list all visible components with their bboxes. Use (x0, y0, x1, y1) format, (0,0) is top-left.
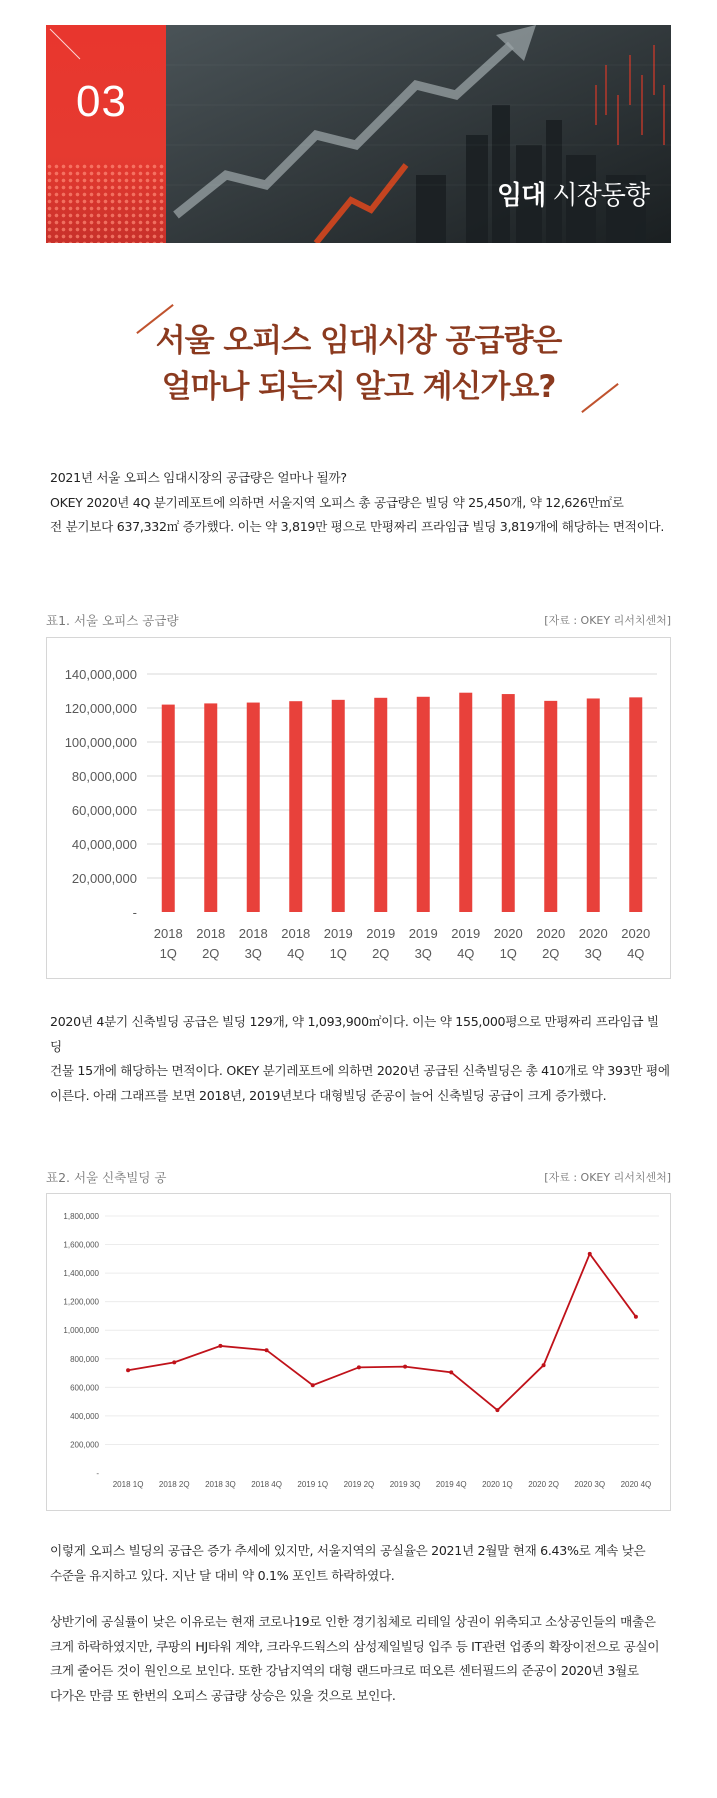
y-tick-label: 1,200,000 (63, 1297, 99, 1307)
banner-title-bold: 임대 (497, 181, 546, 211)
x-tick-label-quarter: 4Q (457, 946, 475, 961)
x-tick-label-quarter: 3Q (584, 946, 602, 961)
intro-line-2: OKEY 2020년 4Q 분기레포트에 의하면 서울지역 오피스 총 공급량은 빌딩 약 25,450개, 약 12,626만㎡로 (50, 494, 624, 510)
section-banner (46, 25, 671, 243)
headline (0, 318, 717, 410)
bar (417, 697, 430, 912)
y-tick-label: 1,600,000 (63, 1240, 99, 1250)
y-tick-label: 200,000 (70, 1440, 99, 1450)
data-point (357, 1365, 361, 1369)
y-tick-label: 60,000,000 (71, 803, 137, 818)
y-tick-label: 100,000,000 (64, 735, 137, 750)
new-building-line-chart-svg (47, 1194, 670, 1510)
x-tick-label: 2019 2Q (343, 1480, 375, 1489)
x-tick-label-quarter: 4Q (287, 946, 305, 961)
x-tick-label: 2018 1Q (112, 1480, 144, 1489)
x-tick-label: 2019 4Q (435, 1480, 467, 1489)
x-tick-label-quarter: 3Q (244, 946, 262, 961)
x-tick-label-quarter: 3Q (414, 946, 432, 961)
data-point (311, 1383, 315, 1387)
para4-line-1: 상반기에 공실률이 낮은 이유로는 현재 코로나19로 인한 경기침체로 리테일 상권이 위축되고 소상공인들의 매출은 (50, 1614, 656, 1629)
x-tick-label-quarter: 1Q (329, 946, 347, 961)
headline-line-1: 서울 오피스 임대시장 공급량은 (155, 323, 562, 359)
banner-corner-line (46, 25, 86, 65)
banner-image (166, 25, 671, 243)
x-tick-label-year: 2020 (536, 926, 566, 941)
y-tick-label: 80,000,000 (71, 769, 137, 784)
x-tick-label-quarter: 2Q (202, 946, 220, 961)
bar (204, 703, 217, 912)
y-tick-label: 20,000,000 (71, 871, 137, 886)
para2-line-2: 건물 15개에 해당하는 면적이다. OKEY 분기레포트에 의하면 2020년 공급된 신축빌딩은 총 410개로 약 393만 평에 (50, 1063, 670, 1078)
x-tick-label-quarter: 1Q (159, 946, 177, 961)
new-building-paragraph (50, 1010, 670, 1108)
x-tick-label-year: 2018 (238, 926, 268, 941)
x-tick-label-year: 2019 (408, 926, 438, 941)
data-point (449, 1370, 453, 1374)
y-tick-label: - (96, 1469, 99, 1478)
para4-line-3: 크게 줄어든 것이 원인으로 보인다. 또한 강남지역의 대형 랜드마크로 떠오른 센터필드의 준공이 2020년 3월로 (50, 1663, 639, 1678)
banner-red-panel (46, 25, 166, 243)
y-tick-label: 600,000 (70, 1383, 99, 1393)
bar (289, 701, 302, 912)
section-number: 03 (76, 77, 127, 126)
x-tick-label: 2018 4Q (251, 1480, 282, 1489)
para3-line-1: 이렇게 오피스 빌딩의 공급은 증가 추세에 있지만, 서울지역의 공실율은 2021년 2월말 현재 6.43%로 계속 낮은 (50, 1543, 646, 1558)
x-tick-label-year: 2018 (153, 926, 183, 941)
x-tick-label-quarter: 4Q (627, 946, 645, 961)
banner-dot-pattern (46, 163, 166, 243)
data-point (403, 1365, 407, 1369)
banner-title-rest: 시장동향 (545, 181, 649, 211)
x-tick-label-year: 2019 (323, 926, 353, 941)
y-tick-label: 40,000,000 (71, 837, 137, 852)
intro-line-1: 2021년 서울 오피스 임대시장의 공급량은 얼마나 될까? (50, 470, 347, 485)
chart1-source: [자료 : OKEY 리서치센처] (544, 614, 671, 627)
reason-paragraph (50, 1610, 670, 1708)
y-tick-label: 1,400,000 (63, 1269, 99, 1279)
y-tick-label: 120,000,000 (64, 701, 137, 716)
bar (544, 701, 557, 912)
x-tick-label: 2020 4Q (620, 1480, 652, 1489)
x-tick-label-quarter: 2Q (372, 946, 390, 961)
bar (587, 698, 600, 912)
x-tick-label-year: 2018 (281, 926, 311, 941)
x-tick-label: 2018 3Q (205, 1480, 236, 1489)
data-point (634, 1315, 638, 1319)
para4-line-2: 크게 하락하였지만, 쿠팡의 HJ타워 계약, 크라우드웍스의 삼성제일빌딩 입주 등 IT관련 업종의 확장이전으로 공실이 (50, 1638, 660, 1654)
supply-bar-chart-svg (47, 638, 670, 978)
bar (162, 705, 175, 912)
vacancy-paragraph (50, 1539, 670, 1588)
data-point (265, 1348, 269, 1352)
x-tick-label-year: 2020 (493, 926, 523, 941)
y-tick-label: 400,000 (70, 1411, 99, 1421)
x-tick-label-quarter: 2Q (542, 946, 560, 961)
x-tick-label-year: 2018 (196, 926, 226, 941)
data-point (172, 1360, 176, 1364)
y-tick-label: 140,000,000 (64, 667, 137, 682)
x-tick-label-quarter: 1Q (499, 946, 517, 961)
new-building-line-chart (46, 1193, 671, 1511)
bar (459, 693, 472, 912)
bar (332, 700, 345, 912)
bar (629, 697, 642, 912)
data-point (495, 1408, 499, 1412)
data-point (588, 1252, 592, 1256)
headline-line-2: 얼마나 되는지 알고 계신가요? (161, 369, 556, 405)
y-tick-label: 1,000,000 (63, 1326, 99, 1336)
x-tick-label-year: 2019 (451, 926, 481, 941)
data-point (218, 1344, 222, 1348)
x-tick-label: 2020 3Q (574, 1480, 606, 1489)
chart2-caption: 표2. 서울 신축빌딩 공 (46, 1170, 167, 1185)
bar (374, 698, 387, 912)
x-tick-label-year: 2020 (621, 926, 651, 941)
bar (502, 694, 515, 912)
x-tick-label-year: 2020 (578, 926, 608, 941)
bar (247, 703, 260, 912)
x-tick-label: 2018 2Q (158, 1480, 190, 1489)
chart1-caption: 표1. 서울 오피스 공급량 (46, 613, 179, 628)
y-tick-label: 1,800,000 (63, 1212, 99, 1221)
para2-line-3: 이른다. 아래 그래프를 보면 2018년, 2019년보다 대형빌딩 준공이 늘어 신축빌딩 공급이 크게 증가했다. (50, 1087, 607, 1103)
intro-line-3: 전 분기보다 637,332㎡ 증가했다. 이는 약 3,819만 평으로 만평짜리 프라임급 빌딩 3,819개에 해당하는 면적이다. (50, 519, 665, 534)
para2-line-1: 2020년 4분기 신축빌딩 공급은 빌딩 129개, 약 1,093,900㎡이다. 이는 약 155,000평으로 만평짜리 프라임급 빌딩 (50, 1014, 659, 1054)
x-tick-label: 2019 1Q (297, 1480, 329, 1489)
y-tick-label: 800,000 (70, 1354, 99, 1364)
x-tick-label: 2020 1Q (482, 1480, 513, 1489)
intro-paragraph (50, 466, 670, 540)
y-tick-label: - (132, 905, 137, 920)
x-tick-label: 2019 3Q (389, 1480, 421, 1489)
para3-line-2: 수준을 유지하고 있다. 지난 달 대비 약 0.1% 포인트 하락하였다. (50, 1567, 395, 1583)
banner-title (497, 175, 649, 212)
x-tick-label-year: 2019 (366, 926, 396, 941)
data-point (126, 1368, 130, 1372)
data-point (542, 1363, 546, 1367)
x-tick-label: 2020 2Q (528, 1480, 559, 1489)
supply-bar-chart (46, 637, 671, 979)
series-line (128, 1254, 636, 1410)
para4-line-4: 다가온 만큼 또 한번의 오피스 공급량 상승은 있을 것으로 보인다. (50, 1687, 396, 1703)
chart2-source: [자료 : OKEY 리서치센처] (544, 1171, 671, 1184)
